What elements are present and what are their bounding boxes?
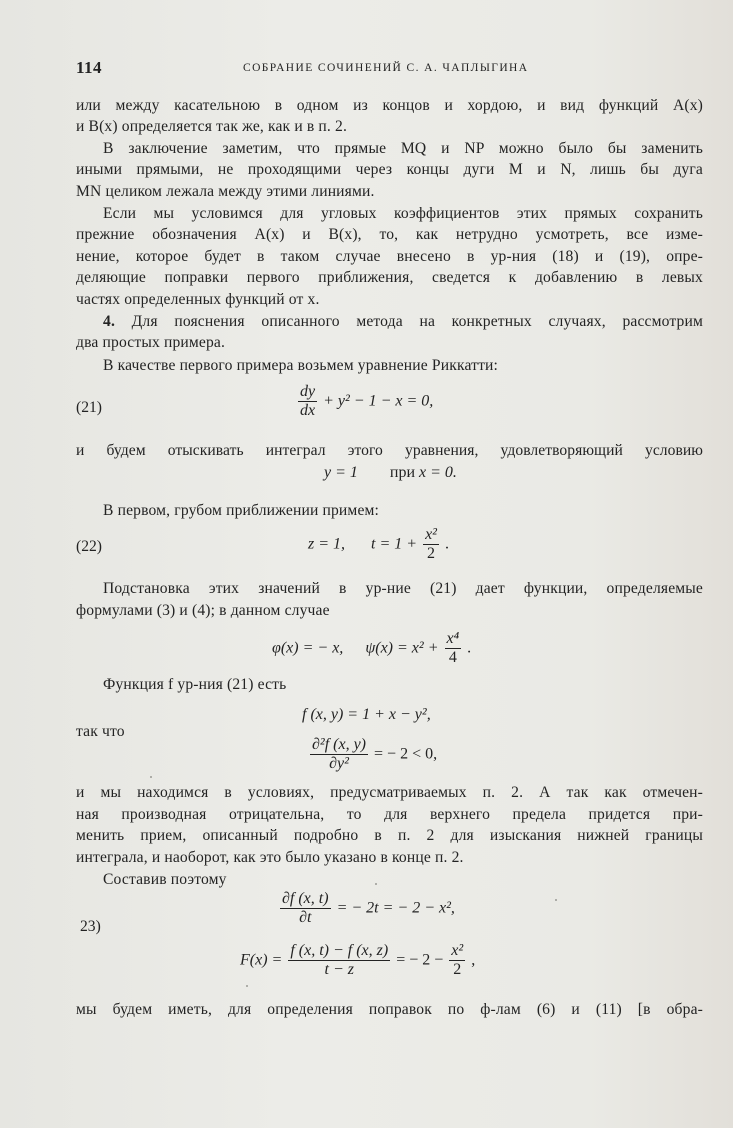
scan-speck [555, 899, 557, 901]
text-line: Если мы условимся для угловых коэффициентов этих прямых сохранить [103, 205, 703, 222]
numerator: x² [425, 526, 437, 543]
equation-rest: = − 2t = − 2 − x², [336, 899, 455, 917]
numerator: dy [300, 383, 316, 400]
text-line: MN целиком лежала между этими линиями. [76, 183, 375, 200]
text-line: или между касательною в одном из концов и хордою, и вид функций A(x) [76, 97, 703, 114]
fraction [445, 630, 462, 668]
text-line: Составив поэтому [103, 871, 227, 888]
fraction [288, 942, 390, 980]
text-line: интеграла, и наоборот, как это было указано в конце п. 2. [76, 849, 464, 866]
equation-label: (22) [76, 538, 102, 555]
f-expression: f (x, y) = 1 + x − y², [302, 706, 431, 723]
text-fragment: Для пояснения описанного метода на конкретных случаях, рассмотрим [131, 313, 703, 330]
numerator: ∂f (x, t) [282, 890, 329, 907]
numerator: x² [451, 942, 464, 959]
equation-label: 23) [80, 918, 101, 935]
equation-mid: = − 2 − [396, 951, 444, 969]
fraction [280, 890, 331, 928]
text-line: В первом, грубом приближении примем: [103, 502, 380, 519]
equation-end: , [471, 951, 476, 969]
equation-21 [296, 383, 433, 421]
denominator: 2 [427, 545, 436, 563]
F-lhs: F(x) = [240, 951, 283, 969]
equation-rest: + y² − 1 − x = 0, [323, 392, 434, 410]
denominator: ∂y² [329, 755, 349, 773]
denominator: t − z [324, 961, 354, 979]
fraction [423, 526, 439, 564]
text-line: прежние обозначения A(x) и B(x), то, как нетрудно усмотреть, все изме- [76, 226, 703, 243]
section-number: 4. [103, 313, 115, 330]
text-line: и мы находимся в условиях, предусматриваемых п. 2. А так как отмечен- [76, 784, 703, 801]
psi-expression: ψ(x) = x² + [365, 639, 439, 657]
equation-end: . [467, 639, 472, 657]
text-line: два простых примера. [76, 334, 226, 351]
text-line: менить прием, описанный подробно в п. 2 для изыскания нижней границы [76, 827, 703, 844]
phi-psi-equation [272, 630, 471, 668]
condition-word: при [389, 464, 416, 481]
fraction [310, 736, 368, 774]
text-line: иными прямыми, не проходящими через концы дуги M и N, лишь бы дуга [76, 161, 703, 178]
equation-label: (21) [76, 399, 102, 416]
scan-speck [375, 883, 377, 885]
eq22-part2: t = 1 + [371, 535, 418, 553]
equation-23-line1 [278, 890, 455, 928]
condition-rhs: x = 0. [419, 464, 457, 481]
numerator: f (x, t) − f (x, z) [290, 942, 389, 959]
running-title: СОБРАНИЕ СОЧИНЕНИЙ С. А. ЧАПЛЫГИНА [243, 62, 529, 74]
text-line: и B(x) определяется так же, как и в п. 2. [76, 118, 348, 135]
fraction [449, 942, 465, 980]
text-line: формулами (3) и (4); в данном случае [76, 602, 330, 619]
text-line: так что [76, 723, 125, 740]
phi-expression: φ(x) = − x, [272, 639, 344, 657]
denominator: 4 [448, 649, 457, 667]
text-line: В качестве первого примера возьмем уравнение Риккатти: [103, 357, 499, 374]
text-line: Подстановка этих значений в ур-ние (21) дает функции, определяемые [103, 580, 703, 597]
text-line: ная производная отрицательна, то для верхнего предела придется при- [76, 806, 703, 823]
equation-23-line2 [240, 942, 475, 980]
text-line: мы будем иметь, для определения поправок по ф-лам (6) и (11) [в обра- [76, 1001, 703, 1018]
numerator: x⁴ [446, 630, 460, 647]
equation-end: . [444, 535, 449, 553]
denominator: dx [300, 402, 316, 420]
initial-condition [324, 464, 457, 482]
second-derivative-equation [308, 736, 437, 774]
text-line: В заключение заметим, что прямые MQ и NP можно было бы заменить [103, 140, 703, 157]
numerator: ∂²f (x, y) [312, 736, 367, 753]
eq22-part1: z = 1, [308, 535, 346, 553]
text-line: частях определенных функций от x. [76, 291, 320, 308]
text-line: и будем отыскивать интеграл этого уравнения, удовлетворяющий условию [76, 442, 703, 459]
equation-rest: = − 2 < 0, [374, 745, 438, 763]
text-line: нение, которое будет в таком случае внесено в ур-ния (18) и (19), опре- [76, 248, 703, 265]
condition-lhs: y = 1 [324, 464, 358, 481]
scan-speck [150, 776, 152, 778]
denominator: ∂t [299, 909, 312, 927]
equation-22 [308, 526, 449, 564]
scan-speck [246, 985, 248, 987]
denominator: 2 [453, 961, 462, 979]
fraction [298, 383, 317, 421]
text-line: Функция f ур-ния (21) есть [103, 676, 287, 693]
section-paragraph-line [76, 312, 703, 332]
page-number: 114 [76, 58, 103, 77]
text-line: деляющие поправки первого приближения, сведется к добавлению в левых [76, 269, 703, 286]
